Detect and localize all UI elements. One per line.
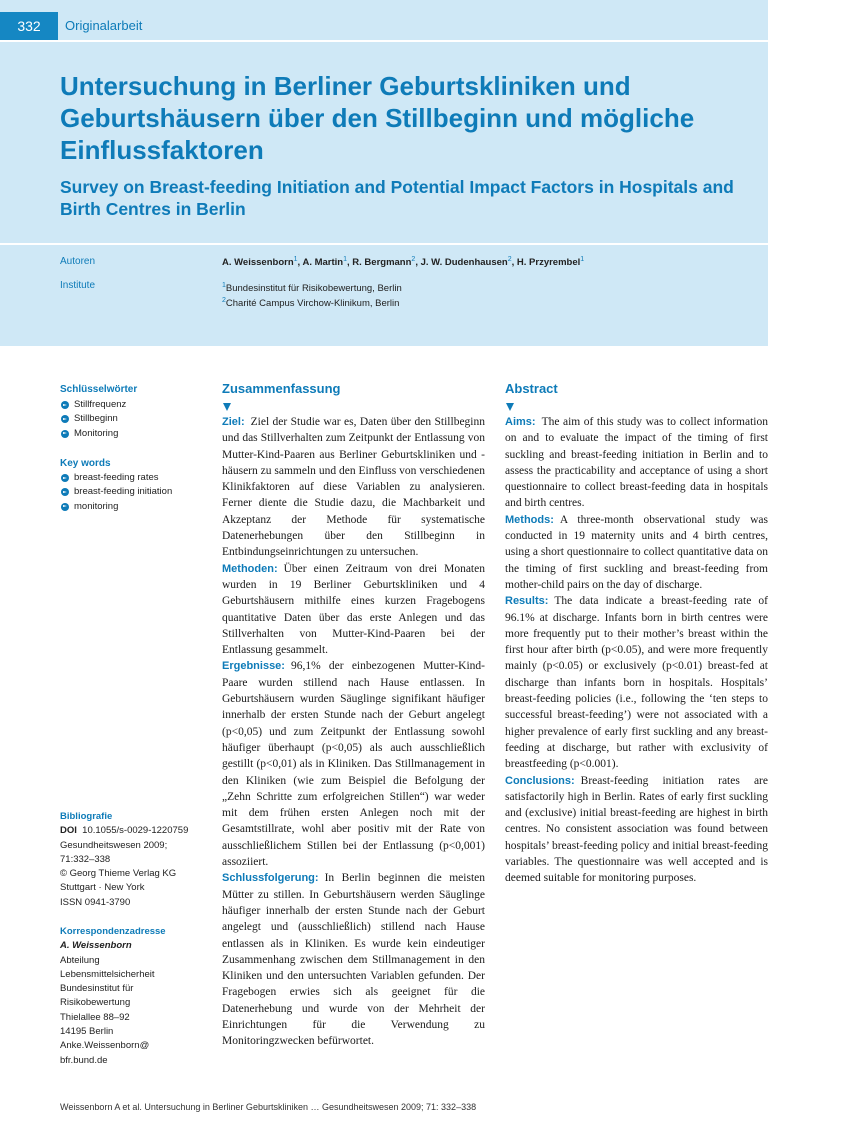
author-affiliation: 1 [293,256,298,263]
keyword-item [60,427,126,441]
author-affiliation: 1 [580,256,585,263]
institute-number: 2 [222,297,226,305]
keyword-item [60,500,172,514]
page-footer: Weissenborn A et al. Untersuchung in Berliner Geburtskliniken … Gesundheitswesen 2009; 71: 332–338 [60,1102,477,1112]
section-text: Breast-feeding initiation rates are satisfactorily high in Berlin. Rates of early first suckling and (exclusive) initial breast-feeding are highest in birth centres. No consistent association was found between hospitals’ breast-feeding policy and initial breast-feeding variables. The questionnaire was well accepted and is deemed suitable for monitoring purposes. [505,774,768,885]
institute-item [222,295,402,310]
bullet-arrow-icon [61,401,69,409]
institute-name: Charité Campus Virchow-Klinikum, Berlin [225,298,400,310]
author-separator: , [347,257,353,269]
keyword-item [60,398,126,412]
abstract-section [222,414,485,561]
page-number: 332 [0,12,58,40]
corresp-name: A. Weissenborn [60,940,132,952]
corresp-line: bfr.bund.de [60,1054,108,1066]
author-separator: , [297,257,303,269]
abstract-section [222,658,485,870]
corresp-line: Thielallee 88–92 [60,1011,130,1023]
section-text: Über einen Zeitraum von drei Monaten wurden in 19 Berliner Geburtskliniken und 4 Geburtshäusern mithilfe eines kurzen Fragebogens quantitative Daten über das erste Anlegen und das Stillverhalten von Mutter-Kind-Paaren bei der Entlassung gesammelt. [222,562,485,657]
biblio-place: Stuttgart · New York [60,882,145,894]
section-label: Methods: [505,513,554,526]
abstract-section [505,773,768,887]
bullet-arrow-icon [61,430,69,438]
title-german: Untersuchung in Berliner Geburtskliniken und Geburtshäusern über den Stillbeginn und mögliche Einflussfaktoren [60,71,695,165]
biblio-copyright: © Georg Thieme Verlag KG [60,868,177,880]
author-name: R. Bergmann [352,257,412,269]
section-text: 96,1% der einbezogenen Mutter-Kind-Paare wurden stillend nach Hause entlassen. In Geburtshäusern wurden Säuglinge signifikant häufiger innerhalb der ersten Stunde nach der Geburt angelegt (p<0,05) und zum Zeitpunkt der Entlassung sowohl häufiger überhaupt (p<0,05) als auch ausschließlich gestillt (p<0,01) als in Kliniken. Das Stillmanagement in den Kliniken (wie zum Beispiel die Befolgung der „Zehn Schritte zum erfolgreichen Stillen“) war weder mit dem frühen ersten Anlegen noch mit der Gesamtstillrate, wohl aber positiv mit der Rate von ausschließlichem Stillen bei der Entlassung (p<0,001) assoziiert. [222,660,485,869]
abstract-section [505,512,768,593]
author-affiliation: 2 [411,256,416,263]
institutes-list [222,280,402,310]
section-text: The data indicate a breast-feeding rate of 96.1% at discharge. Infants born in birth centres were more frequently put to their mother’s breast within the first hour after birth (p<0.05), and were more frequently mainly (p<0.05) or exclusively (p<0.01) breast-fed at discharge than infants born in hospitals. Hospitals’ breast-feeding policies (i.e., following the ‘ten steps to successful breast-feeding’) were not associated with a higher prevalence of early first suckling and any breast-feeding at discharge, but rather with exclusivity of breastfeeding (p<0.001). [505,595,768,771]
section-text: A three-month observational study was conducted in 19 maternity units and 4 birth centres, using a short questionnaire to collect quantitative data on the timing of first suckling and breast-feeding from mother-child pairs on the day of discharge. [505,513,768,591]
abstract-section [505,593,768,772]
corresp-line: Anke.Weissenborn@ [60,1040,150,1052]
institute-number: 1 [222,282,226,289]
bullet-arrow-icon [61,488,69,496]
section-text: The aim of this study was to collect information on and to evaluate the impact of the timing of first suckling and breast-feeding initiation in Berlin and to assess the practicability and acceptance of using a short questionnaire to collect breast-feeding data in hospitals and birth centres. [505,416,768,510]
abstract-section [222,561,485,659]
keywords-en-list [60,471,172,514]
author-name: J. W. Dudenhausen [420,257,508,269]
section-label: Ergebnisse: [222,660,285,673]
author-affiliation: 1 [343,256,348,263]
biblio-issn: ISSN 0941-3790 [60,896,131,908]
institutes-label: Institute [60,280,96,291]
author-name: A. Weissenborn [222,257,294,269]
authors-list [222,256,584,268]
section-label: Results: [505,595,549,608]
institute-item [222,280,402,295]
arrow-down-icon [223,403,231,411]
corresp-heading: Korrespondenzadresse [60,926,166,937]
section-label: Schlussfolgerung: [222,872,319,885]
bullet-arrow-icon [61,474,69,482]
section-label: Ziel: [222,416,245,428]
arrow-down-icon [506,403,514,411]
authors-label: Autoren [60,256,96,267]
abstract-german [222,380,485,1050]
corresp-line: Abteilung [60,954,100,966]
keyword-item [60,485,172,499]
keywords-de-list [60,398,126,441]
doi-label: DOI [60,825,77,837]
institute-name: Bundesinstitut für Risikobewertung, Berlin [225,283,402,295]
keyword-text: Stillfrequenz [74,399,127,410]
keyword-text: Monitoring [74,427,119,439]
author-name: A. Martin [302,257,344,269]
header-topline [0,40,768,42]
section-label: Originalarbeit [65,18,143,33]
correspondence-address [60,925,210,1068]
bullet-arrow-icon [61,503,69,511]
bibliography [60,810,210,910]
section-text: Ziel der Studie war es, Daten über den Stillbeginn und das Stillverhalten zum Zeitpunkt der Entlassung von Mutter-Kind-Paaren aus Berliner Geburtskliniken und -häusern zu sammeln und den Einfluss von verschiedenen Klinikfaktoren auf diese Variablen zu analysieren. Ferner diente die Studie dazu, die Machbarkeit und Akzeptanz der Methode für systematische Datenerhebungen über den Stillbeginn in Entbindungseinrichtungen zu untersuchen. [222,416,485,559]
author-separator: , [511,257,517,269]
corresp-line: 14195 Berlin [60,1026,114,1038]
keyword-text: monitoring [74,500,119,512]
author-separator: , [415,257,421,269]
abstract-en-heading: Abstract [505,381,558,396]
doi-value: 10.1055/s-0029-1220759 [82,825,189,837]
section-label: Methoden: [222,562,278,575]
header-separator [0,243,768,245]
biblio-volume: 71:332–338 [60,853,111,865]
author-affiliation: 2 [507,256,512,263]
keywords-de-heading: Schlüsselwörter [60,384,138,395]
abstract-de-heading: Zusammenfassung [222,381,341,396]
biblio-heading: Bibliografie [60,811,113,822]
corresp-line: Lebensmittelsicherheit [60,968,155,980]
title-english: Survey on Breast-feeding Initiation and Potential Impact Factors in Hospitals and Birth Centres in Berlin [60,177,734,219]
bullet-arrow-icon [61,415,69,423]
biblio-journal: Gesundheitswesen 2009; [60,839,168,851]
keywords-en-heading: Key words [60,458,111,469]
abstract-section [222,870,485,1049]
keyword-text: breast-feeding initiation [74,486,173,498]
section-label: Aims: [505,416,536,428]
abstract-english [505,380,768,887]
section-text: In Berlin beginnen die meisten Mütter zu stillen. In Geburtshäusern werden Säuglinge häufiger innerhalb der ersten Stunde nach der Geburt angelegt und (ausschließlich) stillend nach Hause entlassen als in Kliniken. Es wurde kein eindeutiger Zusammenhang zwischen dem Stillmanagement in den Kliniken und den untersuchten Variablen gefunden. Der Fragebogen erwies sich als geeignet für die Datenerhebung und wurde von der Mehrheit der Einrichtungen für die Verwendung zu Monitoringzwecken befürwortet. [222,872,485,1048]
keyword-text: breast-feeding rates [74,472,159,483]
keyword-text: Stillbeginn [74,413,118,425]
corresp-line: Risikobewertung [60,997,131,1009]
section-label: Conclusions: [505,774,575,787]
keyword-item [60,471,172,485]
corresp-line: Bundesinstitut für [60,983,134,995]
author-name: H. Przyrembel [516,257,581,269]
keyword-item [60,412,126,426]
abstract-section [505,414,768,512]
